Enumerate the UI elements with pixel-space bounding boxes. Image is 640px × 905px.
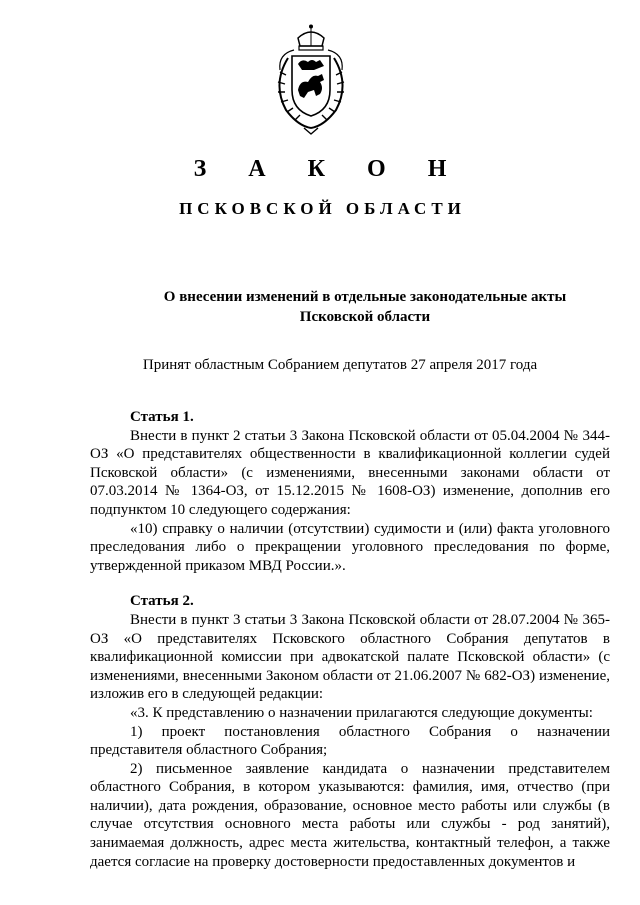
- subject-line-1: О внесении изменений в отдельные законодательные акты: [163, 289, 567, 305]
- article-1-paragraph-1: Внести в пункт 2 статьи 3 Закона Псковской области от 05.04.2004 № 344-ОЗ «О представителях общественности в квалификационной коллегии судей Псковской области» (с изменениями, внесенными законами области от 07.03.2014 № 1364-ОЗ, от 15.12.2015 № 1608-ОЗ) изменение, дополнив его подпунктом 10 следующего содержания:: [90, 427, 610, 518]
- article-2-paragraph-1: Внести в пункт 3 статьи 3 Закона Псковской области от 28.07.2004 № 365-ОЗ «О представителях Псковского областного Собрания депутатов в квалификационной комиссии при адвокатской палате Псковской области» (с изменениями, внесенными Законом области от 21.06.2007 № 682-ОЗ) изменение, изложив его в следующей редакции:: [90, 611, 610, 703]
- document-subject: [150, 287, 580, 327]
- spacer: [90, 575, 610, 592]
- document-body: [90, 408, 610, 871]
- article-2-paragraph-2: «3. К представлению о назначении прилагаются следующие документы:: [130, 704, 593, 721]
- document-subtitle: ПСКОВСКОЙ ОБЛАСТИ: [179, 199, 466, 218]
- article-2-paragraph-3: 1) проект постановления областного Собрания о назначении представителя областного Собрания;: [90, 723, 610, 759]
- article-1-heading: Статья 1.: [130, 409, 194, 425]
- pskov-coat-of-arms-icon: [268, 24, 354, 136]
- article-2-paragraph-4: 2) письменное заявление кандидата о назначении представителем областного Собрания, в котором указываются: фамилия, имя, отчество (при наличии), дата рождения, образование, основное место работы или службы (в случае отсутствия основного места работы или службы - род занятий), занимаемая должность, адрес места жительства, контактный телефон, а также дается согласие на проверку достоверности предоставленных документов и: [90, 760, 610, 870]
- article-2-heading: Статья 2.: [130, 593, 194, 610]
- article-1-paragraph-2: «10) справку о наличии (отсутствии) судимости и (или) факта уголовного преследования либо о прекращении уголовного преследования по форме, утвержденной приказом МВД России.».: [90, 520, 610, 574]
- adoption-statement: Принят областным Собранием депутатов 27 апреля 2017 года: [142, 357, 538, 373]
- document-title: З А К О Н: [193, 156, 465, 182]
- subject-line-2: Псковской области: [299, 309, 431, 325]
